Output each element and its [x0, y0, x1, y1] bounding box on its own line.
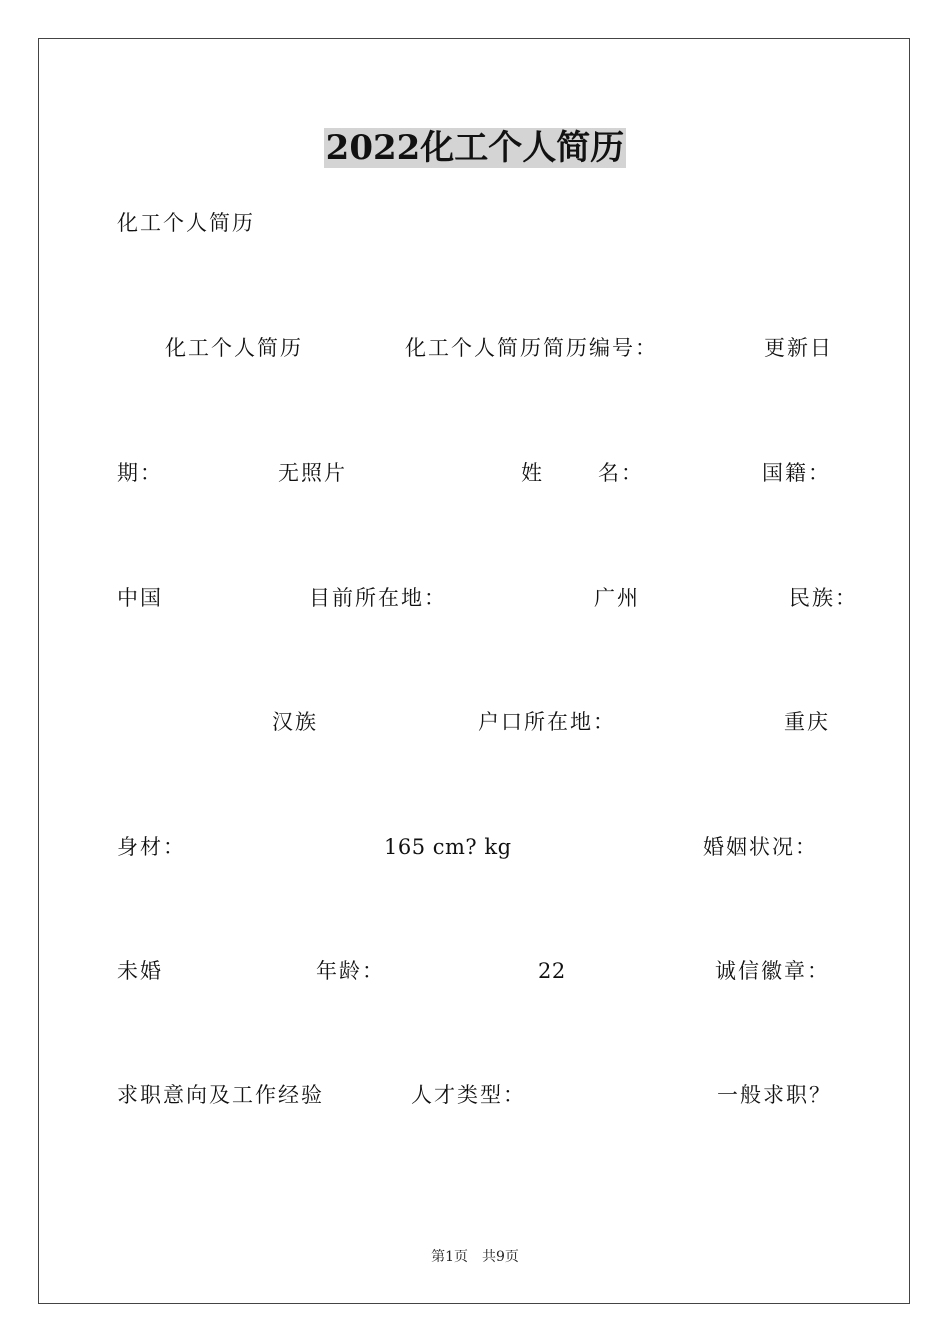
- age-value: 22: [538, 959, 566, 983]
- update-date-label-cont: 期：: [117, 461, 163, 485]
- talent-type-label: 人才类型：: [411, 1083, 526, 1107]
- ethnicity-label: 民族：: [789, 586, 858, 610]
- body-size-label: 身材：: [117, 835, 186, 859]
- document-subtitle: 化工个人简历: [117, 211, 255, 235]
- current-location-label: 目前所在地：: [309, 586, 447, 610]
- resume-label: 化工个人简历: [165, 336, 303, 360]
- photo-placeholder-text: 无照片: [278, 461, 347, 485]
- ethnicity-value: 汉族: [272, 710, 318, 734]
- nationality-label: 国籍：: [762, 461, 831, 485]
- nationality-value: 中国: [117, 586, 163, 610]
- household-location-value: 重庆: [784, 710, 830, 734]
- household-location-label: 户口所在地：: [478, 710, 616, 734]
- current-location-value: 广州: [594, 586, 640, 610]
- job-intention-heading: 求职意向及工作经验: [117, 1083, 324, 1107]
- marital-status-value: 未婚: [117, 959, 163, 983]
- talent-type-value: 一般求职？: [717, 1083, 832, 1107]
- update-date-label: 更新日: [764, 336, 833, 360]
- marital-status-label: 婚姻状况：: [703, 835, 818, 859]
- name-label-part1: 姓: [521, 461, 544, 485]
- document-title: 2022化工个人简历: [325, 128, 625, 168]
- name-label-part2: 名：: [598, 461, 644, 485]
- integrity-badge-label: 诚信徽章：: [715, 959, 830, 983]
- resume-number-label: 化工个人简历简历编号：: [405, 336, 658, 360]
- age-label: 年龄：: [316, 959, 385, 983]
- body-size-value: 165 cm? kg: [384, 835, 512, 859]
- page-number-footer: 第1页 共9页: [431, 1249, 519, 1265]
